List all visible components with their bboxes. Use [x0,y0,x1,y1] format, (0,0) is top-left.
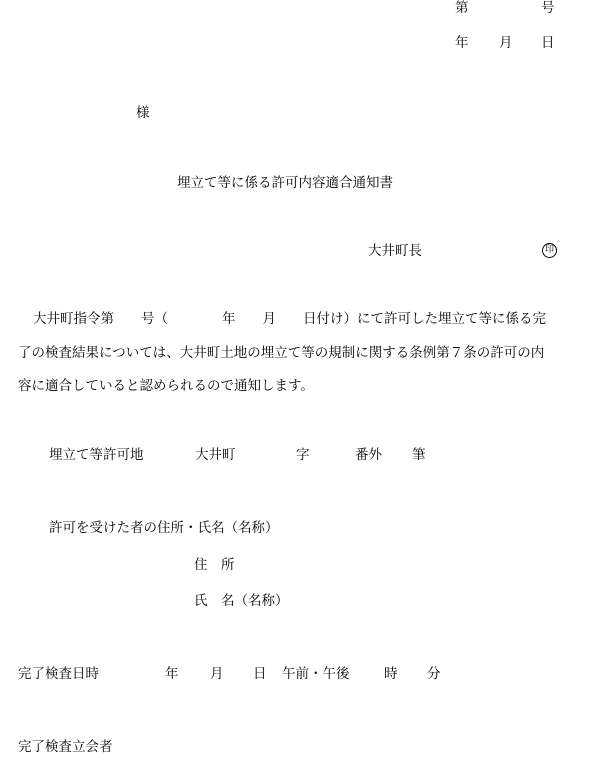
inspection-year: 年 [165,666,179,682]
inspection-day: 日 [253,666,267,682]
body-line-1: 大井町指令第 号（ 年 月 日付け）にて許可した埋立て等に係る完 [33,311,546,327]
site-banchi: 番外 [355,447,382,463]
body-line-3: 容に適合していると認められるので通知します。 [18,378,314,394]
inspection-minute: 分 [427,666,441,682]
site-hitsu: 筆 [412,447,426,463]
site-label: 埋立て等許可地 [49,447,144,463]
permittee-address-label: 住 所 [194,557,235,573]
date-year: 年 [455,35,469,51]
seal-mark: 印 [542,243,557,258]
date-month: 月 [499,35,513,51]
date-day: 日 [541,35,555,51]
body-line-2: 了の検査結果については、大井町土地の埋立て等の規制に関する条例第７条の許可の内 [18,345,545,361]
inspection-hour: 時 [384,666,398,682]
inspection-ampm: 午前・午後 [282,666,350,682]
number-prefix: 第 [455,0,469,16]
site-aza: 字 [296,447,310,463]
permittee-heading: 許可を受けた者の住所・氏名（名称） [49,520,279,536]
document-title: 埋立て等に係る許可内容適合通知書 [177,175,393,191]
inspection-month: 月 [210,666,224,682]
issuer-name: 大井町長 [368,243,422,259]
number-suffix: 号 [541,0,555,16]
site-town: 大井町 [195,447,236,463]
recipient-suffix: 様 [136,105,150,121]
permittee-name-label: 氏 名（名称） [194,593,289,609]
inspection-attendee-label: 完了検査立会者 [18,739,113,755]
inspection-datetime-label: 完了検査日時 [18,666,99,682]
